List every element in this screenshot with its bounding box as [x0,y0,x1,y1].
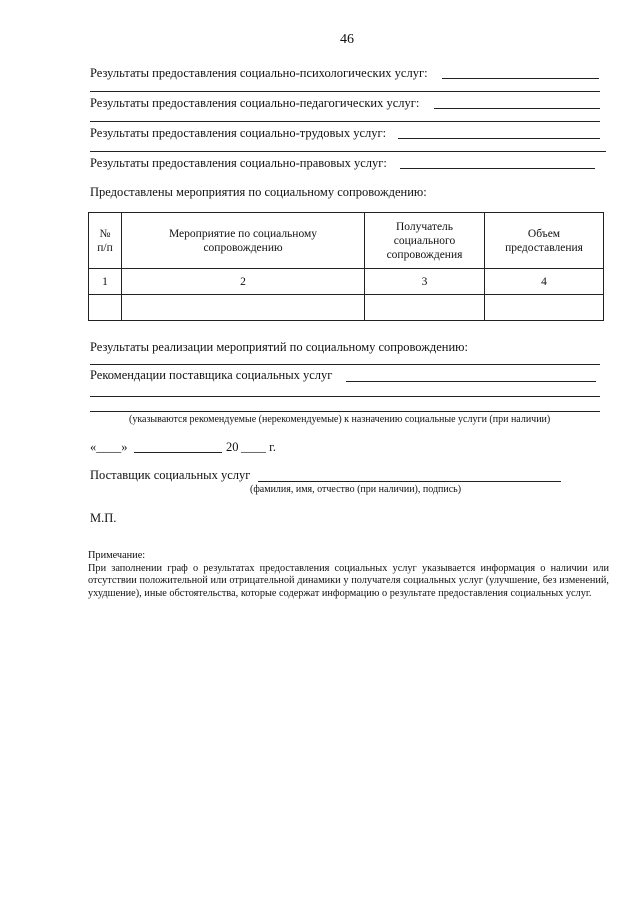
escort-results-line[interactable] [90,364,600,365]
header-activity: Мероприятие по социальному сопровождению [122,213,365,269]
numbering-cell: 2 [122,269,365,295]
results-pedag-line[interactable] [434,108,600,109]
header-recipient: Получатель социального сопровождения [365,213,485,269]
date-day[interactable]: «____» [90,440,128,454]
date-year-prefix: 20 [226,440,239,454]
seal-label: М.П. [90,511,117,525]
date-month-line[interactable] [134,452,222,453]
recommendations-hint: (указываются рекомендуемые (нерекомендуемые) к назначению социальные услуги (при наличии) [129,414,551,425]
numbering-cell: 1 [89,269,122,295]
escort-heading: Предоставлены мероприятия по социальному сопровождению: [90,185,427,199]
results-labor-extra-line[interactable] [90,151,606,152]
results-labor-line[interactable] [398,138,600,139]
results-legal-label: Результаты предоставления социально-правовых услуг: [90,156,387,170]
provider-line[interactable] [258,481,561,482]
table-cell[interactable] [89,295,122,321]
escort-table [88,212,604,321]
results-pedag-label: Результаты предоставления социально-педагогических услуг: [90,96,420,110]
table-numbering-row [89,269,604,295]
results-psych-label: Результаты предоставления социально-психологических услуг: [90,66,428,80]
table-row [89,295,604,321]
table-cell[interactable] [122,295,365,321]
note-text: При заполнении граф о результатах предоставления социальных услуг указывается информация о наличии или отсутствии положительной или отрицательной динамики у получателя социальных услуг (улучшение, без изменений, ухудшение), иные обстоятельства, которые содержат информацию о результате предоставления социальных услуг. [88,562,609,599]
date-year-suffix[interactable]: ____ г. [241,440,276,454]
results-legal-line[interactable] [400,168,595,169]
results-psych-extra-line[interactable] [90,91,600,92]
recommendations-extra-line-2[interactable] [90,411,600,412]
recommendations-line[interactable] [346,381,596,382]
results-psych-line[interactable] [442,78,599,79]
note-title: Примечание: [88,550,146,561]
numbering-cell: 3 [365,269,485,295]
results-labor-label: Результаты предоставления социально-трудовых услуг: [90,126,387,140]
provider-hint: (фамилия, имя, отчество (при наличии), подпись) [250,484,462,495]
note-block [88,550,609,600]
table-cell[interactable] [485,295,604,321]
table-header-row [89,213,604,269]
escort-results-label: Результаты реализации мероприятий по социальному сопровождению: [90,340,468,354]
numbering-cell: 4 [485,269,604,295]
table-cell[interactable] [365,295,485,321]
header-number: № п/п [89,213,122,269]
recommendations-label: Рекомендации поставщика социальных услуг [90,368,333,382]
header-volume: Объем предоставления [485,213,604,269]
page-number: 46 [340,32,354,47]
recommendations-extra-line-1[interactable] [90,396,600,397]
provider-label: Поставщик социальных услуг [90,468,251,482]
results-pedag-extra-line[interactable] [90,121,600,122]
